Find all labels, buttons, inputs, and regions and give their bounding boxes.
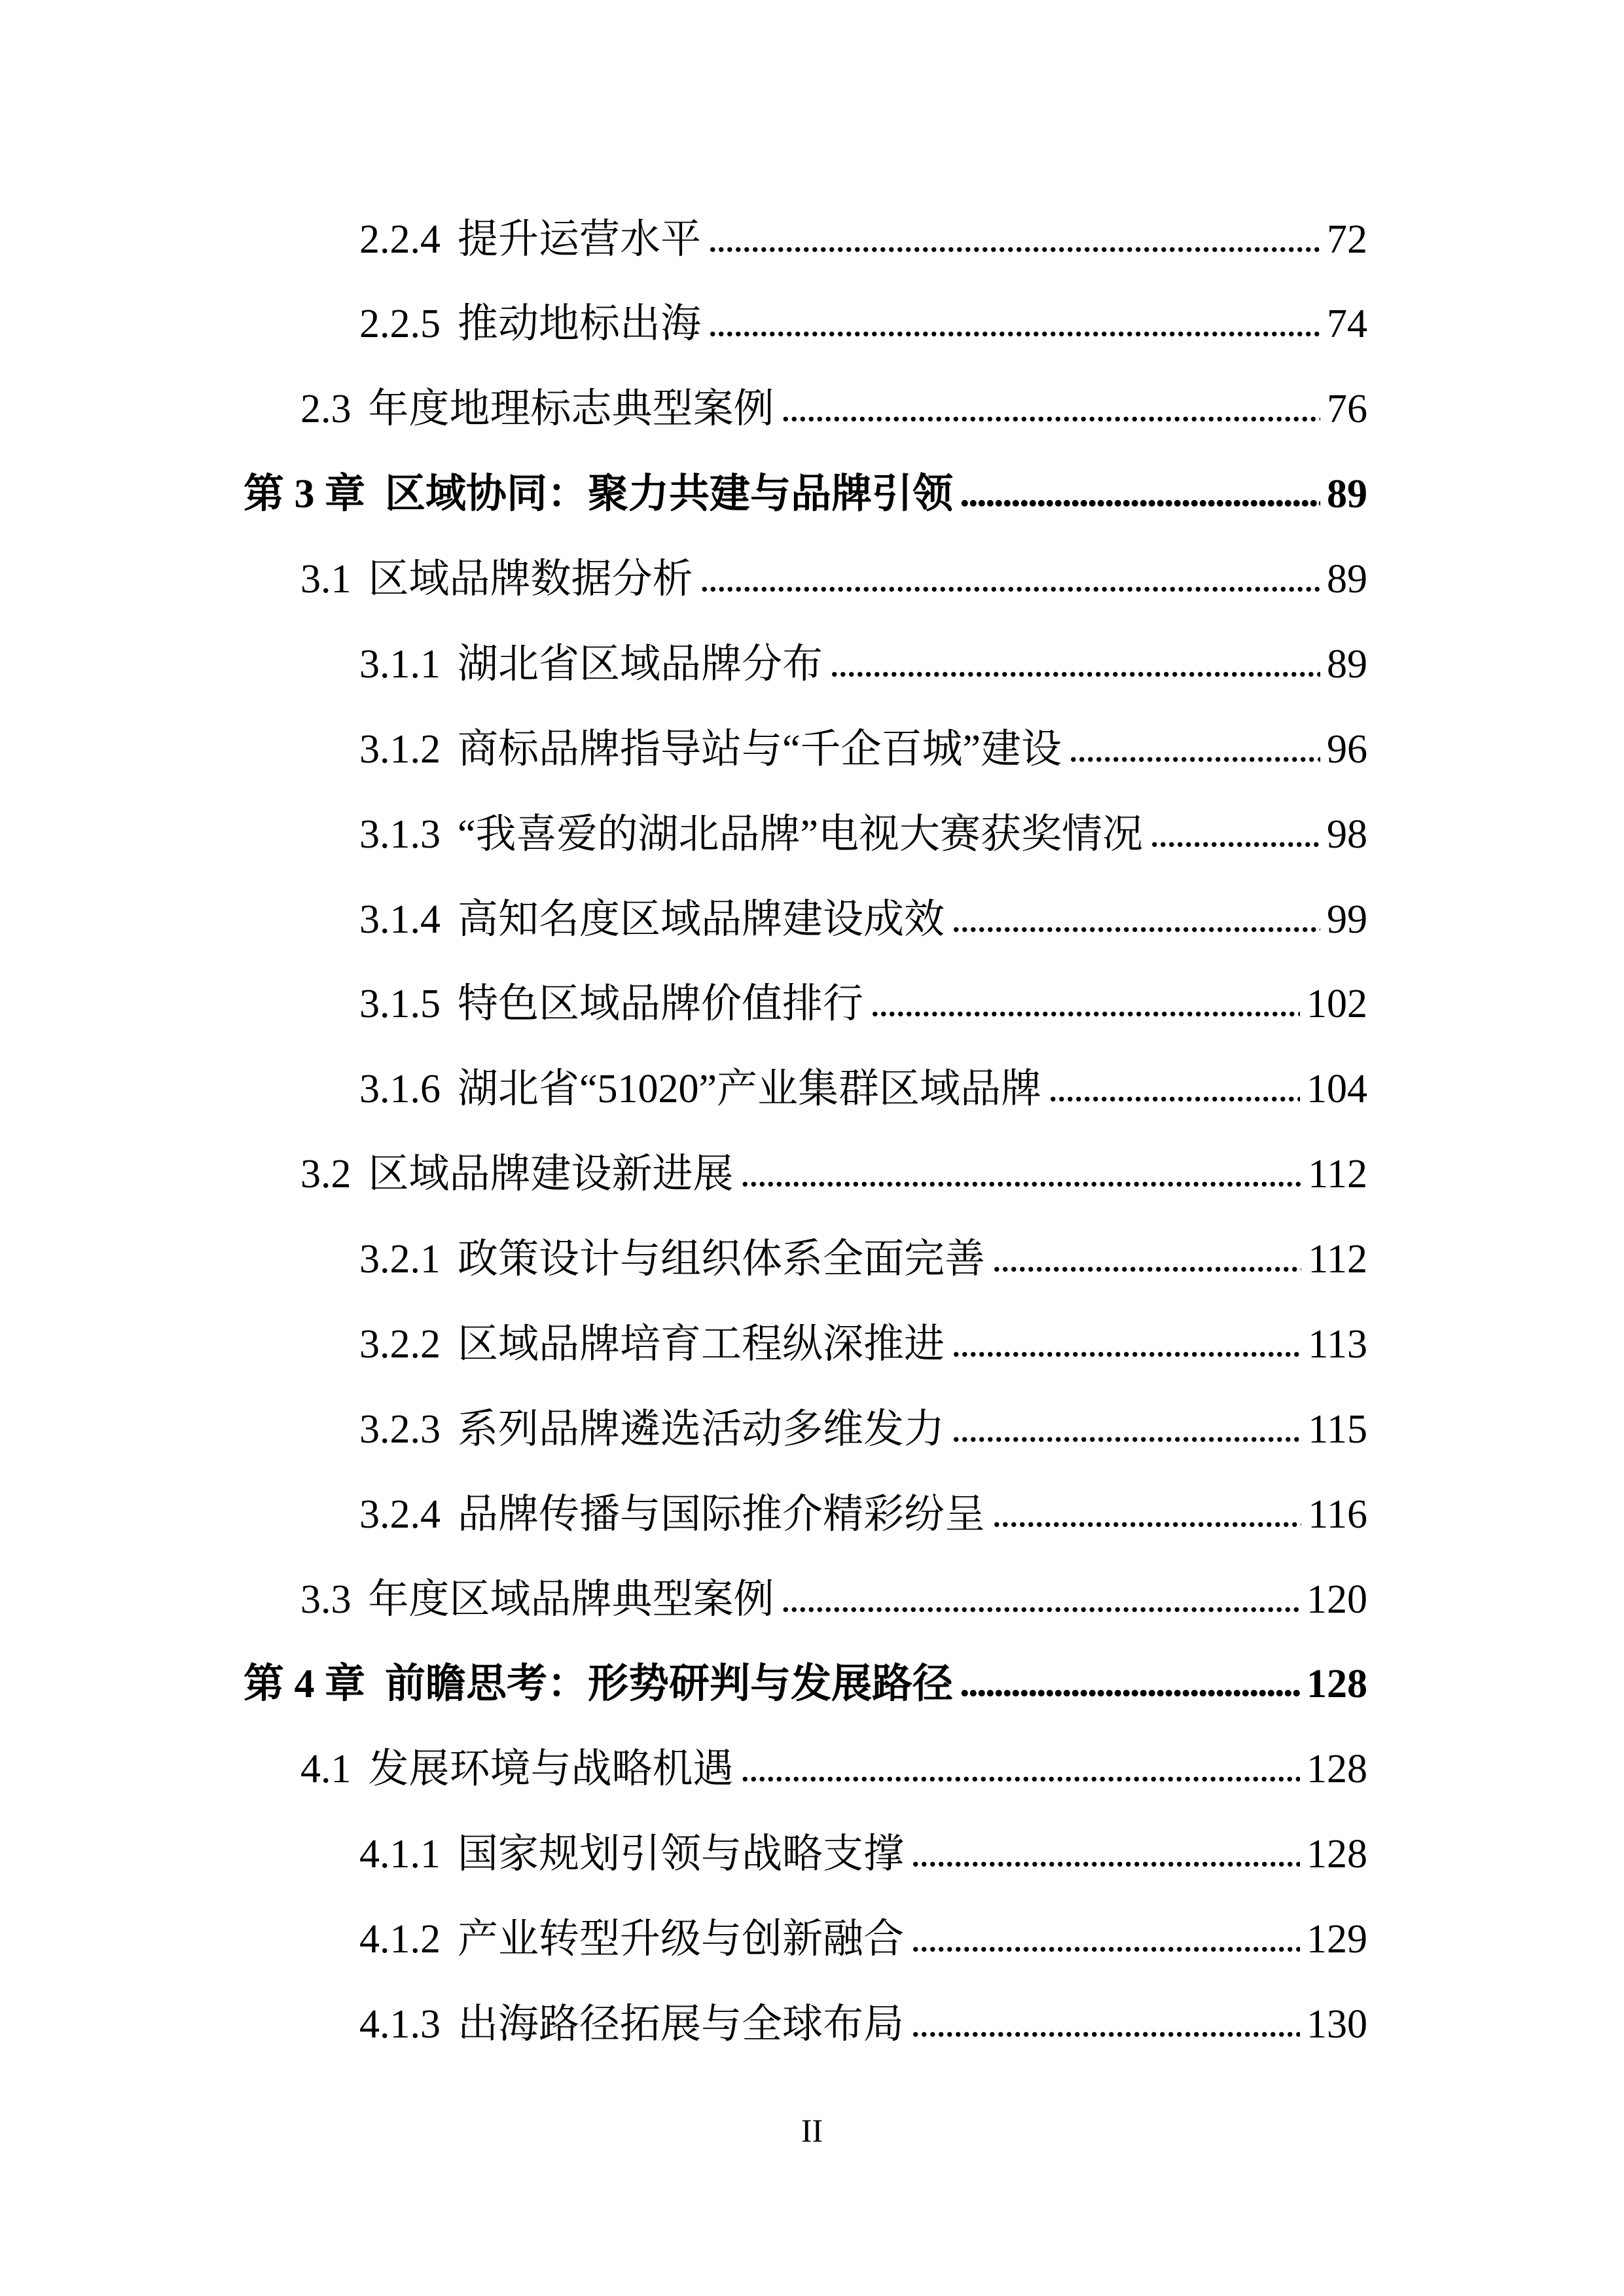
toc-entry-title: 产业转型升级与创新融合 [458, 1917, 905, 1962]
toc-dot-leader [951, 892, 1320, 944]
toc-entry[interactable] [359, 723, 1367, 776]
toc-entry[interactable] [359, 1828, 1367, 1880]
toc-dot-leader [740, 1147, 1302, 1199]
toc-entry-title: 年度区域品牌典型案例 [368, 1577, 774, 1622]
toc-entry-title: 提升运营水平 [458, 217, 702, 262]
toc-entry-page: 112 [1308, 1237, 1367, 1282]
toc-entry-number: 4.1 [300, 1747, 352, 1791]
toc-entry-title: 区域品牌培育工程纵深推进 [458, 1322, 945, 1367]
toc-entry[interactable] [359, 1318, 1367, 1371]
toc-entry-title: 商标品牌指导站与“千企百城”建设 [458, 727, 1062, 772]
toc-entry-page: 116 [1308, 1492, 1367, 1537]
toc-dot-leader [951, 1317, 1301, 1369]
toc-entry-title: 湖北省“51020”产业集群区域品牌 [458, 1067, 1042, 1111]
toc-entry[interactable] [359, 1403, 1367, 1456]
toc-entry-page: 96 [1327, 727, 1367, 772]
toc-entry-number: 2.3 [300, 387, 352, 431]
toc-dot-leader [1048, 1062, 1300, 1114]
toc-entry-number: 3.2.4 [359, 1492, 441, 1537]
toc-entry-number: 第 4 章 [244, 1662, 366, 1706]
toc-entry-number: 3.1.1 [359, 642, 441, 687]
toc-dot-leader [992, 1487, 1301, 1539]
toc-entry-page: 130 [1307, 2002, 1367, 2047]
toc-entry-title: 出海路径拓展与全球布局 [458, 2002, 905, 2047]
toc-entry-title: 高知名度区域品牌建设成效 [458, 897, 945, 942]
toc-entry-title: 系列品牌遴选活动多维发力 [458, 1407, 945, 1452]
toc-entry-page: 129 [1307, 1917, 1367, 1962]
toc-dot-leader [992, 1232, 1301, 1284]
toc-chapter-entry[interactable] [244, 468, 1367, 520]
toc-entry-title: 区域品牌建设新进展 [368, 1152, 734, 1196]
toc-entry-title: 品牌传播与国际推介精彩纷呈 [458, 1492, 986, 1537]
toc-dot-leader [960, 467, 1320, 519]
toc-entry-number: 3.2.2 [359, 1322, 441, 1367]
toc-entry-page: 120 [1307, 1577, 1367, 1622]
toc-dot-leader [1149, 807, 1320, 859]
toc-entry-page: 76 [1327, 387, 1367, 431]
toc-entry-number: 4.1.3 [359, 2002, 441, 2047]
toc-entry-number: 3.2.1 [359, 1237, 441, 1282]
toc-entry[interactable] [359, 1063, 1367, 1115]
toc-entry-page: 99 [1327, 897, 1367, 942]
toc-entry-title: 区域品牌数据分析 [368, 557, 693, 601]
toc-entry-title: 年度地理标志典型案例 [368, 387, 774, 431]
toc-entry-number: 4.1.2 [359, 1917, 441, 1962]
toc-dot-leader [911, 1827, 1300, 1879]
toc-entry-page: 98 [1327, 812, 1367, 857]
toc-entry-page: 89 [1327, 557, 1367, 601]
toc-entry-page: 128 [1307, 1747, 1367, 1791]
toc-entry[interactable] [359, 808, 1367, 861]
toc-entry-title: “我喜爱的湖北品牌”电视大赛获奖情况 [458, 812, 1144, 857]
toc-entry[interactable] [359, 1233, 1367, 1285]
toc-entry-number: 2.2.4 [359, 217, 441, 262]
toc-entry-number: 3.2.3 [359, 1407, 441, 1452]
toc-entry-page: 104 [1307, 1067, 1367, 1111]
toc-entry[interactable] [359, 893, 1367, 946]
toc-dot-leader [911, 1912, 1300, 1964]
toc-entry[interactable] [300, 1148, 1367, 1200]
toc-entry-page: 112 [1308, 1152, 1367, 1196]
toc-entry-page: 128 [1307, 1832, 1367, 1876]
toc-entry-number: 3.1.6 [359, 1067, 441, 1111]
toc-entry-page: 113 [1308, 1322, 1367, 1367]
toc-dot-leader [911, 1997, 1300, 2049]
toc-dot-leader [960, 1657, 1300, 1709]
toc-dot-leader [708, 296, 1320, 349]
toc-dot-leader [829, 637, 1320, 689]
toc-entry-number: 3.1.5 [359, 982, 441, 1026]
page-number: II [801, 2112, 823, 2149]
toc-entry-number: 第 3 章 [244, 472, 366, 516]
toc-entry[interactable] [359, 638, 1367, 691]
toc-dot-leader [870, 977, 1300, 1029]
toc-dot-leader [1068, 722, 1320, 774]
toc-entry[interactable] [359, 298, 1367, 350]
toc-entry-title: 前瞻思考：形势研判与发展路径 [385, 1662, 954, 1706]
toc-entry-page: 72 [1327, 217, 1367, 262]
toc-entry[interactable] [359, 1488, 1367, 1541]
toc-entry-title: 特色区域品牌价值排行 [458, 982, 864, 1026]
toc-entry-page: 74 [1327, 302, 1367, 346]
toc-dot-leader [708, 212, 1320, 264]
toc-entry-title: 政策设计与组织体系全面完善 [458, 1237, 986, 1282]
toc-entry[interactable] [300, 1573, 1367, 1626]
toc-entry-title: 发展环境与战略机遇 [368, 1747, 734, 1791]
toc-chapter-entry[interactable] [244, 1658, 1367, 1710]
toc-entry-number: 3.1.3 [359, 812, 441, 857]
toc-entry-page: 89 [1327, 642, 1367, 687]
toc-entry[interactable] [359, 1913, 1367, 1965]
toc-entry-page: 89 [1327, 472, 1367, 516]
toc-entry-number: 3.1.2 [359, 727, 441, 772]
toc-entry-title: 湖北省区域品牌分布 [458, 642, 823, 687]
toc-entry-page: 128 [1307, 1662, 1367, 1706]
toc-entry-number: 3.3 [300, 1577, 352, 1622]
toc-entry-title: 国家规划引领与战略支撑 [458, 1832, 905, 1876]
toc-entry[interactable] [359, 1998, 1367, 2051]
toc-entry[interactable] [300, 383, 1367, 435]
toc-dot-leader [781, 1572, 1300, 1624]
toc-dot-leader [700, 552, 1320, 604]
toc-entry-title: 区域协同：聚力共建与品牌引领 [385, 472, 954, 516]
toc-entry-title: 推动地标出海 [458, 302, 702, 346]
toc-dot-leader [740, 1742, 1300, 1794]
toc-entry-number: 3.1.4 [359, 897, 441, 942]
toc-entry[interactable] [300, 1743, 1367, 1795]
toc-entry-page: 115 [1308, 1407, 1367, 1452]
toc-entry[interactable] [359, 978, 1367, 1030]
toc-dot-leader [951, 1402, 1301, 1454]
toc-entry[interactable] [300, 553, 1367, 605]
toc-entry-number: 2.2.5 [359, 302, 441, 346]
toc-entry-number: 4.1.1 [359, 1832, 441, 1876]
toc-entry-page: 102 [1307, 982, 1367, 1026]
toc-entry-number: 3.1 [300, 557, 352, 601]
toc-dot-leader [781, 382, 1320, 434]
toc-entry[interactable] [359, 213, 1367, 266]
toc-entry-number: 3.2 [300, 1152, 352, 1196]
